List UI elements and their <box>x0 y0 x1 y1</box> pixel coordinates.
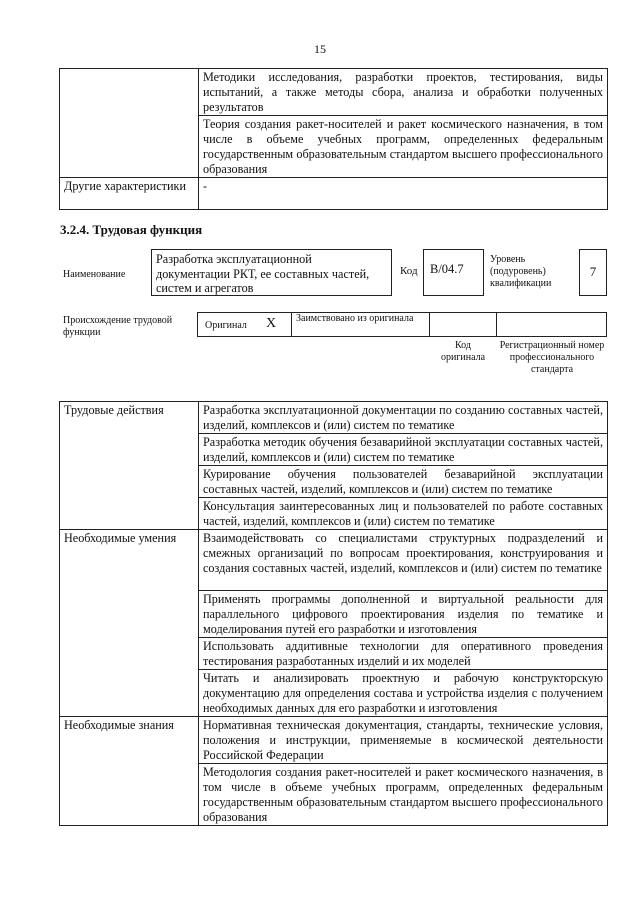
original-label: Оригинал <box>205 320 247 331</box>
table-cell: Нормативная техническая документация, стандарты, технические условия, положения и инструкции, применяемые в космической деятельности Российской Федерации <box>199 717 608 764</box>
divider <box>496 313 497 336</box>
table-cell: Применять программы дополненной и виртуальной реальности для параллельного цифрового проектирования изделия по тематике и моделирования путей его разработки и изготовления <box>199 591 608 638</box>
table-row <box>60 530 608 591</box>
row-label <box>60 69 199 178</box>
table-cell: Использовать аддитивные технологии для оперативного проведения тестирования разработанных изделий и их моделей <box>199 638 608 670</box>
name-label: Наименование <box>63 269 126 280</box>
level-label: Уровень (подуровень) квалификации <box>490 254 552 289</box>
table-cell: Методики исследования, разработки проектов, тестирования, виды испытаний, а также методы сбора, анализа и обработки полученных результатов <box>199 69 608 116</box>
table-cell: Читать и анализировать проектную и рабочую конструкторскую документацию для определения состава и устройства изделия с получением необходимых данных для его разработки и изготовления <box>199 670 608 717</box>
table-cell: - <box>199 178 608 210</box>
top-table <box>59 68 608 210</box>
code-value: B/04.7 <box>423 249 484 296</box>
group-label: Необходимые знания <box>60 717 199 826</box>
divider <box>291 313 292 336</box>
section-title: 3.2.4. Трудовая функция <box>60 222 203 237</box>
page-number: 15 <box>314 42 326 56</box>
code-label: Код <box>400 265 418 277</box>
divider <box>429 313 430 336</box>
table-row <box>60 717 608 764</box>
main-table <box>59 401 608 826</box>
code-caption: Код оригинала <box>440 340 486 363</box>
origin-label: Происхождение трудовой функции <box>63 315 173 338</box>
table-cell: Разработка эксплуатационной документации по созданию составных частей, изделий, комплексов и (или) систем по тематике <box>199 402 608 434</box>
table-row <box>60 69 608 116</box>
reg-caption: Регистрационный номер профессионального стандарта <box>499 340 605 375</box>
table-cell: Консультация заинтересованных лиц и пользователей по работе составных частей, изделий, комплексов и (или) систем по тематике <box>199 498 608 530</box>
table-cell: Взаимодействовать со специалистами структурных подразделений и смежных организаций по вопросам проектирования, конструирования и создания составных частей, изделий, комплексов и (или) систем по тематике <box>199 530 608 591</box>
table-cell: Методология создания ракет-носителей и ракет космического назначения, в том числе в объеме учебных программ, определенных федеральным государственным образовательным стандартом высшего профессионального образования <box>199 764 608 826</box>
row-label: Другие характеристики <box>60 178 199 210</box>
table-cell: Курирование обучения пользователей безаварийной эксплуатации составных частей, изделий, комплексов и (или) систем по тематике <box>199 466 608 498</box>
group-label: Трудовые действия <box>60 402 199 530</box>
table-cell: Теория создания ракет-носителей и ракет космического назначения, в том числе в объеме учебных программ, определенных федеральным государственным образовательным стандартом высшего профессионального образования <box>199 116 608 178</box>
function-name-value: Разработка эксплуатационной документации РКТ, ее составных частей, систем и агрегатов <box>151 249 392 296</box>
table-row <box>60 178 608 210</box>
level-value: 7 <box>579 249 607 296</box>
table-cell: Разработка методик обучения безаварийной эксплуатации составных частей, изделий, комплексов и (или) систем по тематике <box>199 434 608 466</box>
table-row <box>60 402 608 434</box>
group-label: Необходимые умения <box>60 530 199 717</box>
original-mark: X <box>266 316 277 331</box>
borrowed-label: Заимствовано из оригинала <box>296 313 414 324</box>
